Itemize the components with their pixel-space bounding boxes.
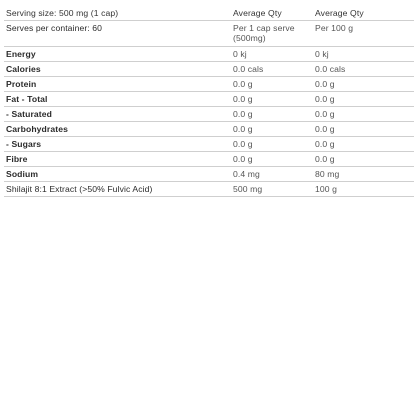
nutrient-per-100: 0.0 g	[313, 137, 414, 152]
nutrient-per-serve: 500 mg	[231, 182, 313, 197]
nutrient-name: - Sugars	[4, 137, 231, 152]
nutrient-per-serve: 0.0 cals	[231, 62, 313, 77]
servings-per-container: Serves per container: 60	[4, 21, 231, 47]
header-per-serve: Average Qty	[231, 6, 313, 21]
table-row	[4, 137, 414, 152]
nutrient-name: Energy	[4, 47, 231, 62]
nutrient-per-serve: 0.0 g	[231, 107, 313, 122]
nutrient-per-100: 0.0 g	[313, 122, 414, 137]
table-row	[4, 122, 414, 137]
nutrient-per-100: 100 g	[313, 182, 414, 197]
table-row	[4, 62, 414, 77]
nutrient-per-serve: 0.0 g	[231, 137, 313, 152]
table-row	[4, 182, 414, 197]
nutrient-name: Shilajit 8:1 Extract (>50% Fulvic Acid)	[4, 182, 231, 197]
table-row	[4, 152, 414, 167]
nutrient-per-serve: 0.0 g	[231, 92, 313, 107]
nutrient-per-100: 0.0 g	[313, 92, 414, 107]
table-row	[4, 92, 414, 107]
table-row	[4, 77, 414, 92]
nutrient-per-serve: 0.0 g	[231, 152, 313, 167]
table-row	[4, 47, 414, 62]
nutrient-per-serve: 0.4 mg	[231, 167, 313, 182]
nutrient-name: - Saturated	[4, 107, 231, 122]
per-serve-label: Per 1 cap serve (500mg)	[231, 21, 313, 47]
header-per-100: Average Qty	[313, 6, 414, 21]
subheader-row	[4, 21, 414, 47]
nutrient-per-serve: 0 kj	[231, 47, 313, 62]
nutrient-per-100: 0.0 g	[313, 107, 414, 122]
nutrition-panel	[4, 6, 414, 197]
nutrient-per-serve: 0.0 g	[231, 77, 313, 92]
nutrient-name: Fat - Total	[4, 92, 231, 107]
table-header-row	[4, 6, 414, 21]
serving-size-label: Serving size: 500 mg (1 cap)	[4, 6, 231, 21]
nutrient-per-100: 0 kj	[313, 47, 414, 62]
nutrient-per-100: 0.0 g	[313, 77, 414, 92]
nutrient-per-100: 0.0 cals	[313, 62, 414, 77]
per-100-label: Per 100 g	[313, 21, 414, 47]
nutrient-name: Calories	[4, 62, 231, 77]
nutrition-table	[4, 6, 414, 197]
nutrient-name: Sodium	[4, 167, 231, 182]
nutrient-name: Carbohydrates	[4, 122, 231, 137]
nutrient-name: Protein	[4, 77, 231, 92]
nutrient-per-100: 0.0 g	[313, 152, 414, 167]
nutrient-per-serve: 0.0 g	[231, 122, 313, 137]
table-row	[4, 167, 414, 182]
nutrient-per-100: 80 mg	[313, 167, 414, 182]
table-row	[4, 107, 414, 122]
nutrient-name: Fibre	[4, 152, 231, 167]
